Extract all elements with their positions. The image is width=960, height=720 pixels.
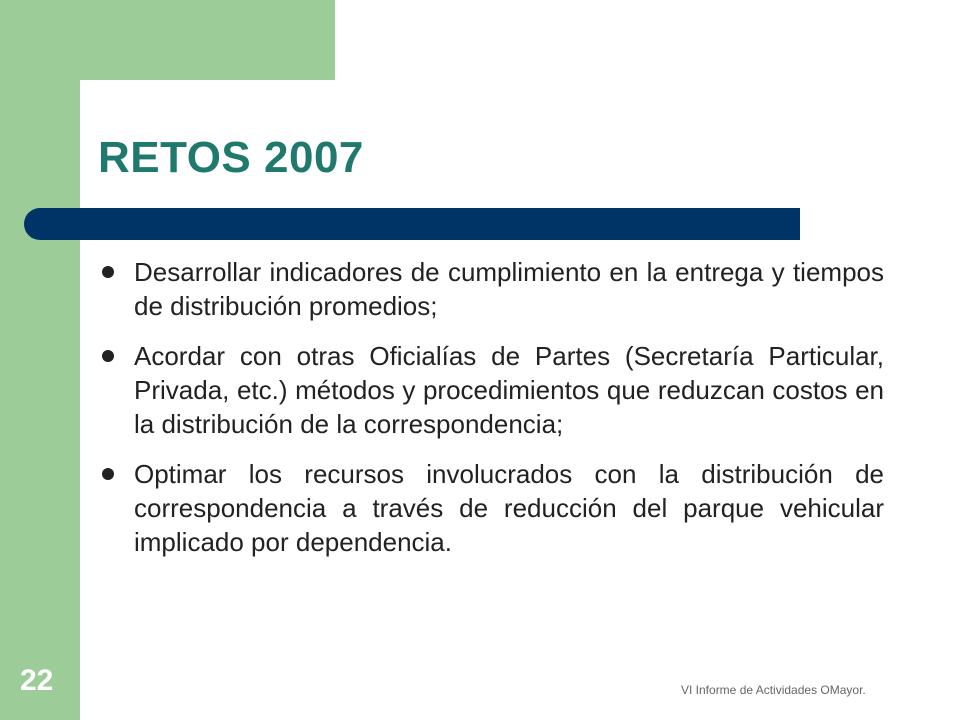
bullet-item xyxy=(98,255,884,323)
bullet-text: Desarrollar indicadores de cumplimiento en la entrega y tiempos de distribución promedios; xyxy=(134,257,884,321)
top-green-band xyxy=(0,0,335,80)
bullet-dot-icon xyxy=(102,350,114,362)
footer-text: VI Informe de Actividades OMayor. xyxy=(681,683,866,697)
bullet-item xyxy=(98,457,884,559)
title-underline-bar xyxy=(24,208,800,240)
slide-title: RETOS 2007 xyxy=(98,133,364,182)
bullet-dot-icon xyxy=(102,266,114,278)
bullet-text: Acordar con otras Oficialías de Partes (Secretaría Particular, Privada, etc.) métodos y procedimientos que reduzcan costos en la distribución de la correspondencia; xyxy=(134,341,884,439)
left-green-band xyxy=(0,0,80,720)
bullet-list xyxy=(98,255,884,575)
page-number: 22 xyxy=(20,664,54,697)
bullet-item xyxy=(98,339,884,441)
bullet-text: Optimar los recursos involucrados con la distribución de correspondencia a través de reducción del parque vehicular implicado por dependencia. xyxy=(134,459,884,557)
bullet-dot-icon xyxy=(102,468,114,480)
